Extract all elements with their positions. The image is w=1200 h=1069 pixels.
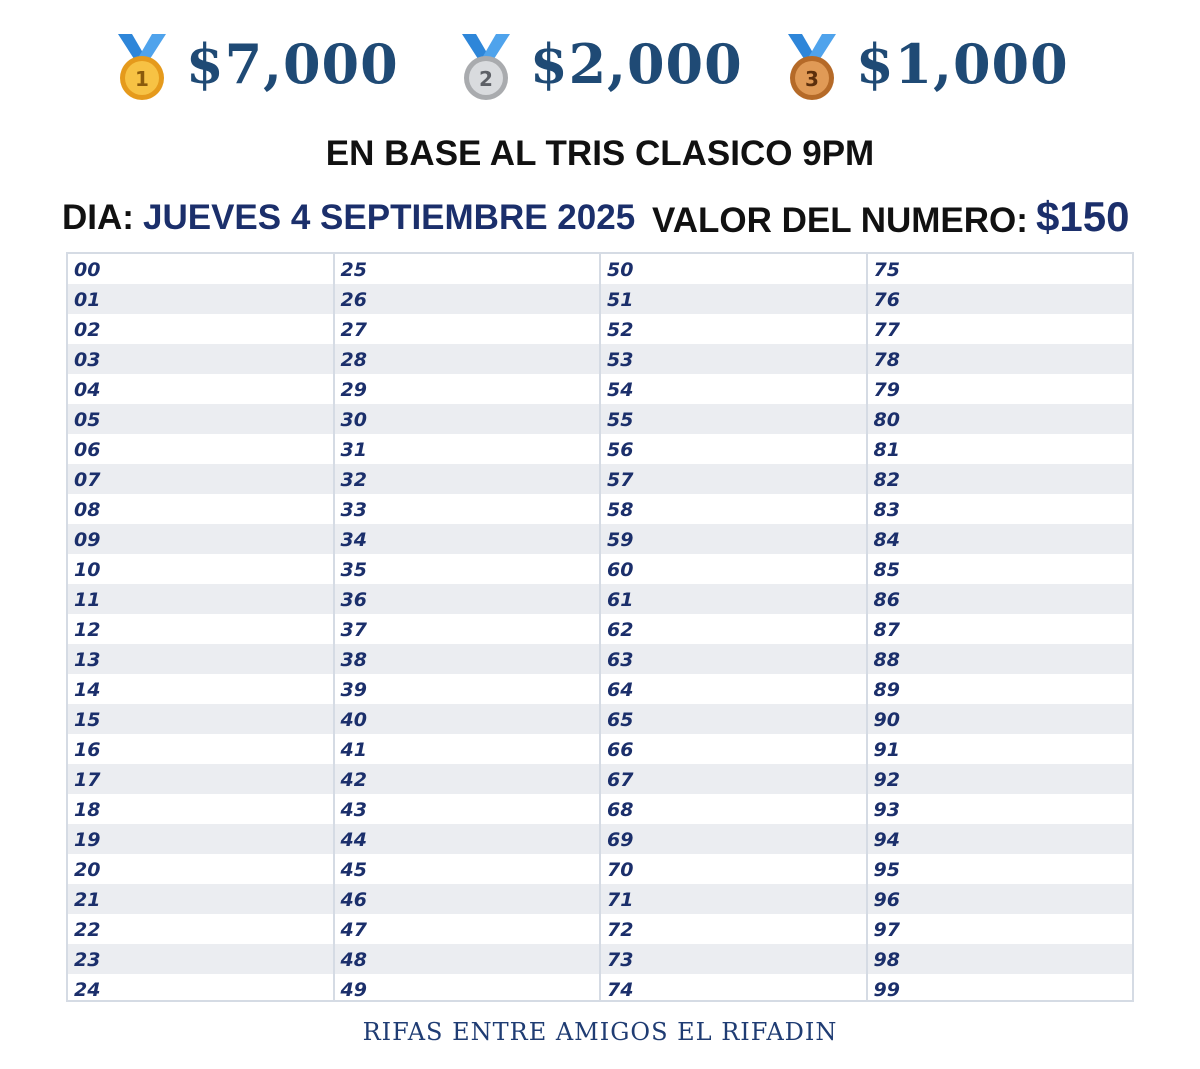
number-cell[interactable]: 81 bbox=[873, 439, 900, 461]
silver-medal-icon bbox=[456, 34, 516, 104]
number-cell[interactable]: 46 bbox=[335, 884, 600, 914]
number-cell[interactable]: 31 bbox=[340, 439, 367, 461]
number-cell[interactable]: 36 bbox=[335, 584, 600, 614]
day-label: DIA: bbox=[62, 198, 134, 237]
number-cell[interactable]: 23 bbox=[68, 944, 333, 974]
number-cell[interactable]: 25 bbox=[340, 259, 367, 281]
number-cell[interactable]: 13 bbox=[68, 644, 333, 674]
number-cell[interactable]: 74 bbox=[607, 979, 634, 1001]
number-cell[interactable]: 52 bbox=[607, 319, 634, 341]
number-cell[interactable]: 24 bbox=[74, 979, 101, 1001]
number-cell[interactable]: 44 bbox=[335, 824, 600, 854]
number-cell[interactable]: 53 bbox=[601, 344, 866, 374]
day-value: JUEVES 4 SEPTIEMBRE 2025 bbox=[143, 198, 636, 237]
number-cell[interactable]: 56 bbox=[607, 439, 634, 461]
number-cell[interactable]: 67 bbox=[601, 764, 866, 794]
number-cell[interactable]: 62 bbox=[607, 619, 634, 641]
number-cell[interactable]: 59 bbox=[601, 524, 866, 554]
number-cell[interactable]: 48 bbox=[335, 944, 600, 974]
number-cell[interactable]: 94 bbox=[868, 824, 1133, 854]
number-cell[interactable]: 26 bbox=[335, 284, 600, 314]
number-cell[interactable]: 41 bbox=[340, 739, 367, 761]
number-cell[interactable]: 16 bbox=[74, 739, 101, 761]
number-cell[interactable]: 54 bbox=[607, 379, 634, 401]
number-cell[interactable]: 84 bbox=[868, 524, 1133, 554]
number-cell[interactable]: 02 bbox=[74, 319, 101, 341]
number-cell[interactable]: 33 bbox=[340, 499, 367, 521]
number-cell[interactable]: 69 bbox=[601, 824, 866, 854]
gold-medal-icon bbox=[112, 34, 172, 104]
number-cell[interactable]: 43 bbox=[340, 799, 367, 821]
number-cell[interactable]: 88 bbox=[868, 644, 1133, 674]
footer-brand: RIFAS ENTRE AMIGOS EL RIFADIN bbox=[362, 1018, 838, 1046]
number-column bbox=[68, 254, 335, 1000]
number-cell[interactable]: 55 bbox=[601, 404, 866, 434]
price-value: $150 bbox=[1036, 193, 1130, 240]
number-cell[interactable]: 01 bbox=[68, 284, 333, 314]
number-cell[interactable]: 76 bbox=[868, 284, 1133, 314]
number-cell[interactable]: 68 bbox=[607, 799, 634, 821]
prize-amount: $1,000 bbox=[856, 32, 1069, 96]
number-cell[interactable]: 08 bbox=[74, 499, 101, 521]
number-cell[interactable]: 32 bbox=[335, 464, 600, 494]
number-cell[interactable]: 63 bbox=[601, 644, 866, 674]
number-cell[interactable]: 37 bbox=[340, 619, 367, 641]
number-cell[interactable]: 87 bbox=[873, 619, 900, 641]
number-cell[interactable]: 85 bbox=[873, 559, 900, 581]
number-cell[interactable]: 47 bbox=[340, 919, 367, 941]
number-cell[interactable]: 39 bbox=[340, 679, 367, 701]
number-cell[interactable]: 90 bbox=[868, 704, 1133, 734]
prize-rank: 3 bbox=[805, 67, 819, 91]
number-cell[interactable]: 99 bbox=[873, 979, 900, 1001]
number-cell[interactable]: 65 bbox=[601, 704, 866, 734]
price-label: VALOR DEL NUMERO: bbox=[652, 201, 1028, 240]
number-cell[interactable]: 70 bbox=[607, 859, 634, 881]
number-cell[interactable]: 77 bbox=[873, 319, 900, 341]
number-cell[interactable]: 10 bbox=[74, 559, 101, 581]
number-cell[interactable]: 83 bbox=[873, 499, 900, 521]
info-row bbox=[0, 193, 1200, 243]
prizes-header bbox=[0, 28, 1200, 108]
number-cell[interactable]: 18 bbox=[74, 799, 101, 821]
number-cell[interactable]: 03 bbox=[68, 344, 333, 374]
number-cell[interactable]: 91 bbox=[873, 739, 900, 761]
number-cell[interactable]: 89 bbox=[873, 679, 900, 701]
number-cell[interactable]: 49 bbox=[340, 979, 367, 1001]
number-cell[interactable]: 98 bbox=[868, 944, 1133, 974]
number-cell[interactable]: 64 bbox=[607, 679, 634, 701]
number-column bbox=[335, 254, 602, 1000]
number-cell[interactable]: 06 bbox=[74, 439, 101, 461]
number-cell[interactable]: 21 bbox=[68, 884, 333, 914]
number-cell[interactable]: 51 bbox=[601, 284, 866, 314]
draw-subtitle: EN BASE AL TRIS CLASICO 9PM bbox=[325, 134, 875, 173]
number-cell[interactable]: 27 bbox=[340, 319, 367, 341]
prize-rank: 2 bbox=[479, 67, 493, 91]
number-cell[interactable]: 38 bbox=[335, 644, 600, 674]
number-cell[interactable]: 79 bbox=[873, 379, 900, 401]
number-cell[interactable]: 45 bbox=[340, 859, 367, 881]
number-cell[interactable]: 35 bbox=[340, 559, 367, 581]
number-cell[interactable]: 97 bbox=[873, 919, 900, 941]
number-cell[interactable]: 75 bbox=[873, 259, 900, 281]
number-cell[interactable]: 71 bbox=[601, 884, 866, 914]
number-cell[interactable]: 05 bbox=[68, 404, 333, 434]
prize-amount: $2,000 bbox=[530, 32, 743, 96]
number-cell[interactable]: 78 bbox=[868, 344, 1133, 374]
number-cell[interactable]: 07 bbox=[68, 464, 333, 494]
number-cell[interactable]: 04 bbox=[74, 379, 101, 401]
number-cell[interactable]: 60 bbox=[607, 559, 634, 581]
number-cell[interactable]: 19 bbox=[68, 824, 333, 854]
number-cell[interactable]: 22 bbox=[74, 919, 101, 941]
prize-rank: 1 bbox=[135, 67, 149, 91]
number-cell[interactable]: 34 bbox=[335, 524, 600, 554]
number-cell[interactable]: 15 bbox=[68, 704, 333, 734]
number-grid bbox=[66, 252, 1134, 1002]
number-cell[interactable]: 72 bbox=[607, 919, 634, 941]
number-cell[interactable]: 11 bbox=[68, 584, 333, 614]
number-cell[interactable]: 42 bbox=[335, 764, 600, 794]
number-cell[interactable]: 40 bbox=[335, 704, 600, 734]
number-cell[interactable]: 17 bbox=[68, 764, 333, 794]
number-cell[interactable]: 80 bbox=[868, 404, 1133, 434]
number-cell[interactable]: 29 bbox=[340, 379, 367, 401]
number-cell[interactable]: 96 bbox=[868, 884, 1133, 914]
number-cell[interactable]: 14 bbox=[74, 679, 101, 701]
number-cell[interactable]: 09 bbox=[68, 524, 333, 554]
number-cell[interactable]: 66 bbox=[607, 739, 634, 761]
number-cell[interactable]: 28 bbox=[335, 344, 600, 374]
number-cell[interactable]: 73 bbox=[601, 944, 866, 974]
prize-amount: $7,000 bbox=[186, 32, 399, 96]
number-cell[interactable]: 12 bbox=[74, 619, 101, 641]
number-cell[interactable]: 58 bbox=[607, 499, 634, 521]
number-cell[interactable]: 61 bbox=[601, 584, 866, 614]
number-cell[interactable]: 20 bbox=[74, 859, 101, 881]
number-cell[interactable]: 92 bbox=[868, 764, 1133, 794]
number-cell[interactable]: 93 bbox=[873, 799, 900, 821]
number-cell[interactable]: 95 bbox=[873, 859, 900, 881]
number-column bbox=[601, 254, 868, 1000]
bronze-medal-icon bbox=[782, 34, 842, 104]
number-cell[interactable]: 57 bbox=[601, 464, 866, 494]
number-column bbox=[868, 254, 1133, 1000]
number-cell[interactable]: 50 bbox=[607, 259, 634, 281]
number-cell[interactable]: 30 bbox=[335, 404, 600, 434]
number-cell[interactable]: 82 bbox=[868, 464, 1133, 494]
number-cell[interactable]: 00 bbox=[74, 259, 101, 281]
number-cell[interactable]: 86 bbox=[868, 584, 1133, 614]
